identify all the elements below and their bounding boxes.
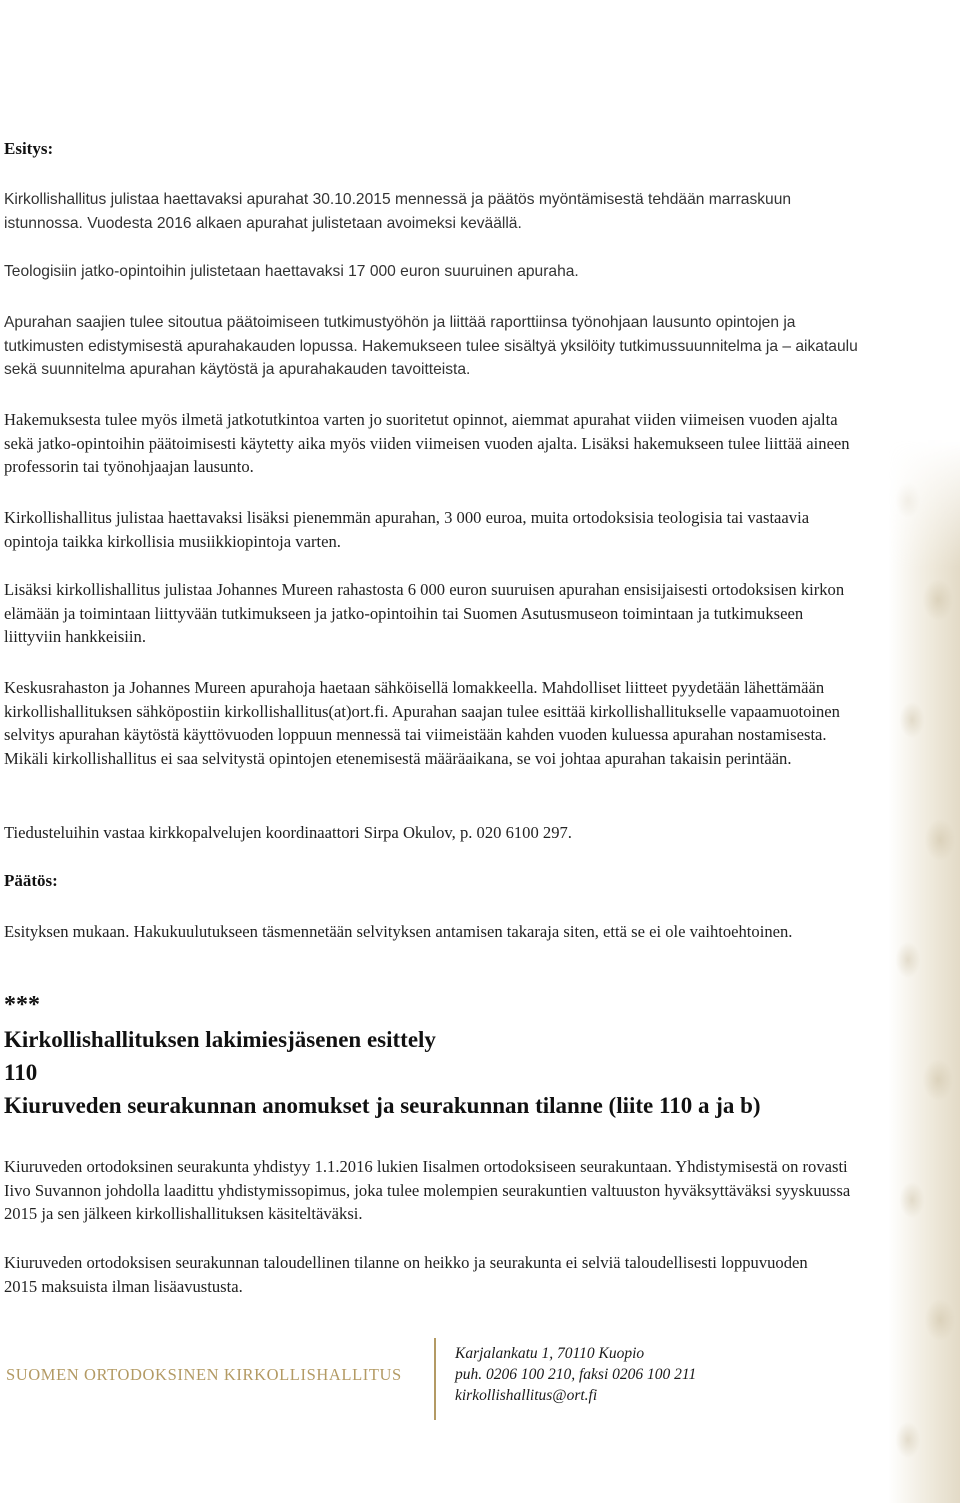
footer-contact xyxy=(455,1343,696,1406)
esitys-label: Esitys: xyxy=(4,139,54,158)
paragraph-obligations: Apurahan saajien tulee sitoutua päätoimiseen tutkimustyöhön ja liittää raporttiinsa työnohjaan lausunto opintojen ja tutkimusten edistymisestä apurahakauden lopussa. Hakemukseen tulee sisältyä yksilöity tutkimussuunnitelma ja – aikataulu sekä suunnitelma apurahan käytöstä ja apurahakauden tavoitteista. xyxy=(4,314,858,378)
paragraph-smaller-grant: Kirkollishallitus julistaa haettavaksi lisäksi pienemmän apurahan, 3 000 euroa, muita ortodoksisia teologisia tai vastaavia opintoja taikka kirkollisia musiikkiopintoja varten. xyxy=(4,508,810,551)
section-separator: *** xyxy=(4,992,40,1018)
decorative-ornament-border xyxy=(888,440,960,1503)
paragraph-finances: Kiuruveden ortodoksisen seurakunnan taloudellinen tilanne on heikko ja seurakunta ei selviä taloudellisesti loppuvuoden 2015 maksuista ilman lisäavustusta. xyxy=(4,1253,808,1296)
paragraph-merger: Kiuruveden ortodoksinen seurakunta yhdistyy 1.1.2016 lukien Iisalmen ortodoksiseen seurakuntaan. Yhdistymisestä on rovasti Iivo Suvannon johdolla laadittu yhdistymissopimus, joka tulee molempien seurakuntien valtuuston hyväksyttäväksi syyskuussa 2015 ja sen jälkeen kirkollishallituksen käsiteltäväksi. xyxy=(4,1157,851,1223)
paragraph-application-process: Keskusrahaston ja Johannes Mureen apurahoja haetaan sähköisellä lomakkeella. Mahdolliset liitteet pyydetään lähettämään kirkollishallituksen sähköpostiin kirkollishallitus(at)ort.fi. Apurahan saajan tulee esittää kirkollishallitukselle vapaamuotoinen selvitys apurahan käytöstä käyttövuoden loppuun mennessä tai viimeistään kahden vuoden kuluessa apurahan nostamisesta. Mikäli kirkollishallitus ei saa selvitystä opintojen etenemisestä määräaikana, se voi johtaa apurahan takaisin perintään. xyxy=(4,678,840,768)
item-title: Kiuruveden seurakunnan anomukset ja seurakunnan tilanne (liite 110 a ja b) xyxy=(4,1093,761,1118)
footer-phone: puh. 0206 100 210, faksi 0206 100 211 xyxy=(455,1366,697,1383)
paatos-label: Päätös: xyxy=(4,871,58,890)
paragraph-contact: Tiedusteluihin vastaa kirkkopalvelujen koordinaattori Sirpa Okulov, p. 020 6100 297. xyxy=(4,823,572,842)
item-number: 110 xyxy=(4,1060,38,1085)
section-heading: Kirkollishallituksen lakimiesjäsenen esittely xyxy=(4,1027,436,1052)
paragraph-application-content: Hakemuksesta tulee myös ilmetä jatkotutkintoa varten jo suoritetut opinnot, aiemmat apurahat viiden viimeisen vuoden ajalta sekä jatko-opintoihin päätoimisesti käytetty aika myös viiden viimeisen vuoden ajalta. Lisäksi hakemukseen tulee liittää aineen professorin tai työnohjaajan lausunto. xyxy=(4,410,850,476)
footer-organization-name: SUOMEN ORTODOKSINEN KIRKOLLISHALLITUS xyxy=(6,1365,402,1384)
footer-divider xyxy=(434,1338,436,1420)
footer-email: kirkollishallitus@ort.fi xyxy=(455,1387,598,1404)
paragraph-mure-fund: Lisäksi kirkollishallitus julistaa Johannes Mureen rahastosta 6 000 euron suuruisen apurahan ensisijaisesti ortodoksisen kirkon elämään ja toimintaan liittyvään tutkimukseen ja jatko-opintoihin tai Suomen Asutusmuseon toimintaan ja tutkimukseen liittyviin hankkeisiin. xyxy=(4,580,845,646)
paragraph-decision: Esityksen mukaan. Hakukuulutukseen täsmennetään selvityksen antamisen takaraja siten, että se ei ole vaihtoehtoinen. xyxy=(4,922,793,941)
paragraph-deadline: Kirkollishallitus julistaa haettavaksi apurahat 30.10.2015 mennessä ja päätös myöntämisestä tehdään marraskuun istunnossa. Vuodesta 2016 alkaen apurahat julistetaan avoimeksi keväällä. xyxy=(4,191,792,232)
footer-address: Karjalankatu 1, 70110 Kuopio xyxy=(455,1345,645,1362)
paragraph-grant-amount: Teologisiin jatko-opintoihin julistetaan haettavaksi 17 000 euron suuruinen apuraha. xyxy=(4,263,579,280)
